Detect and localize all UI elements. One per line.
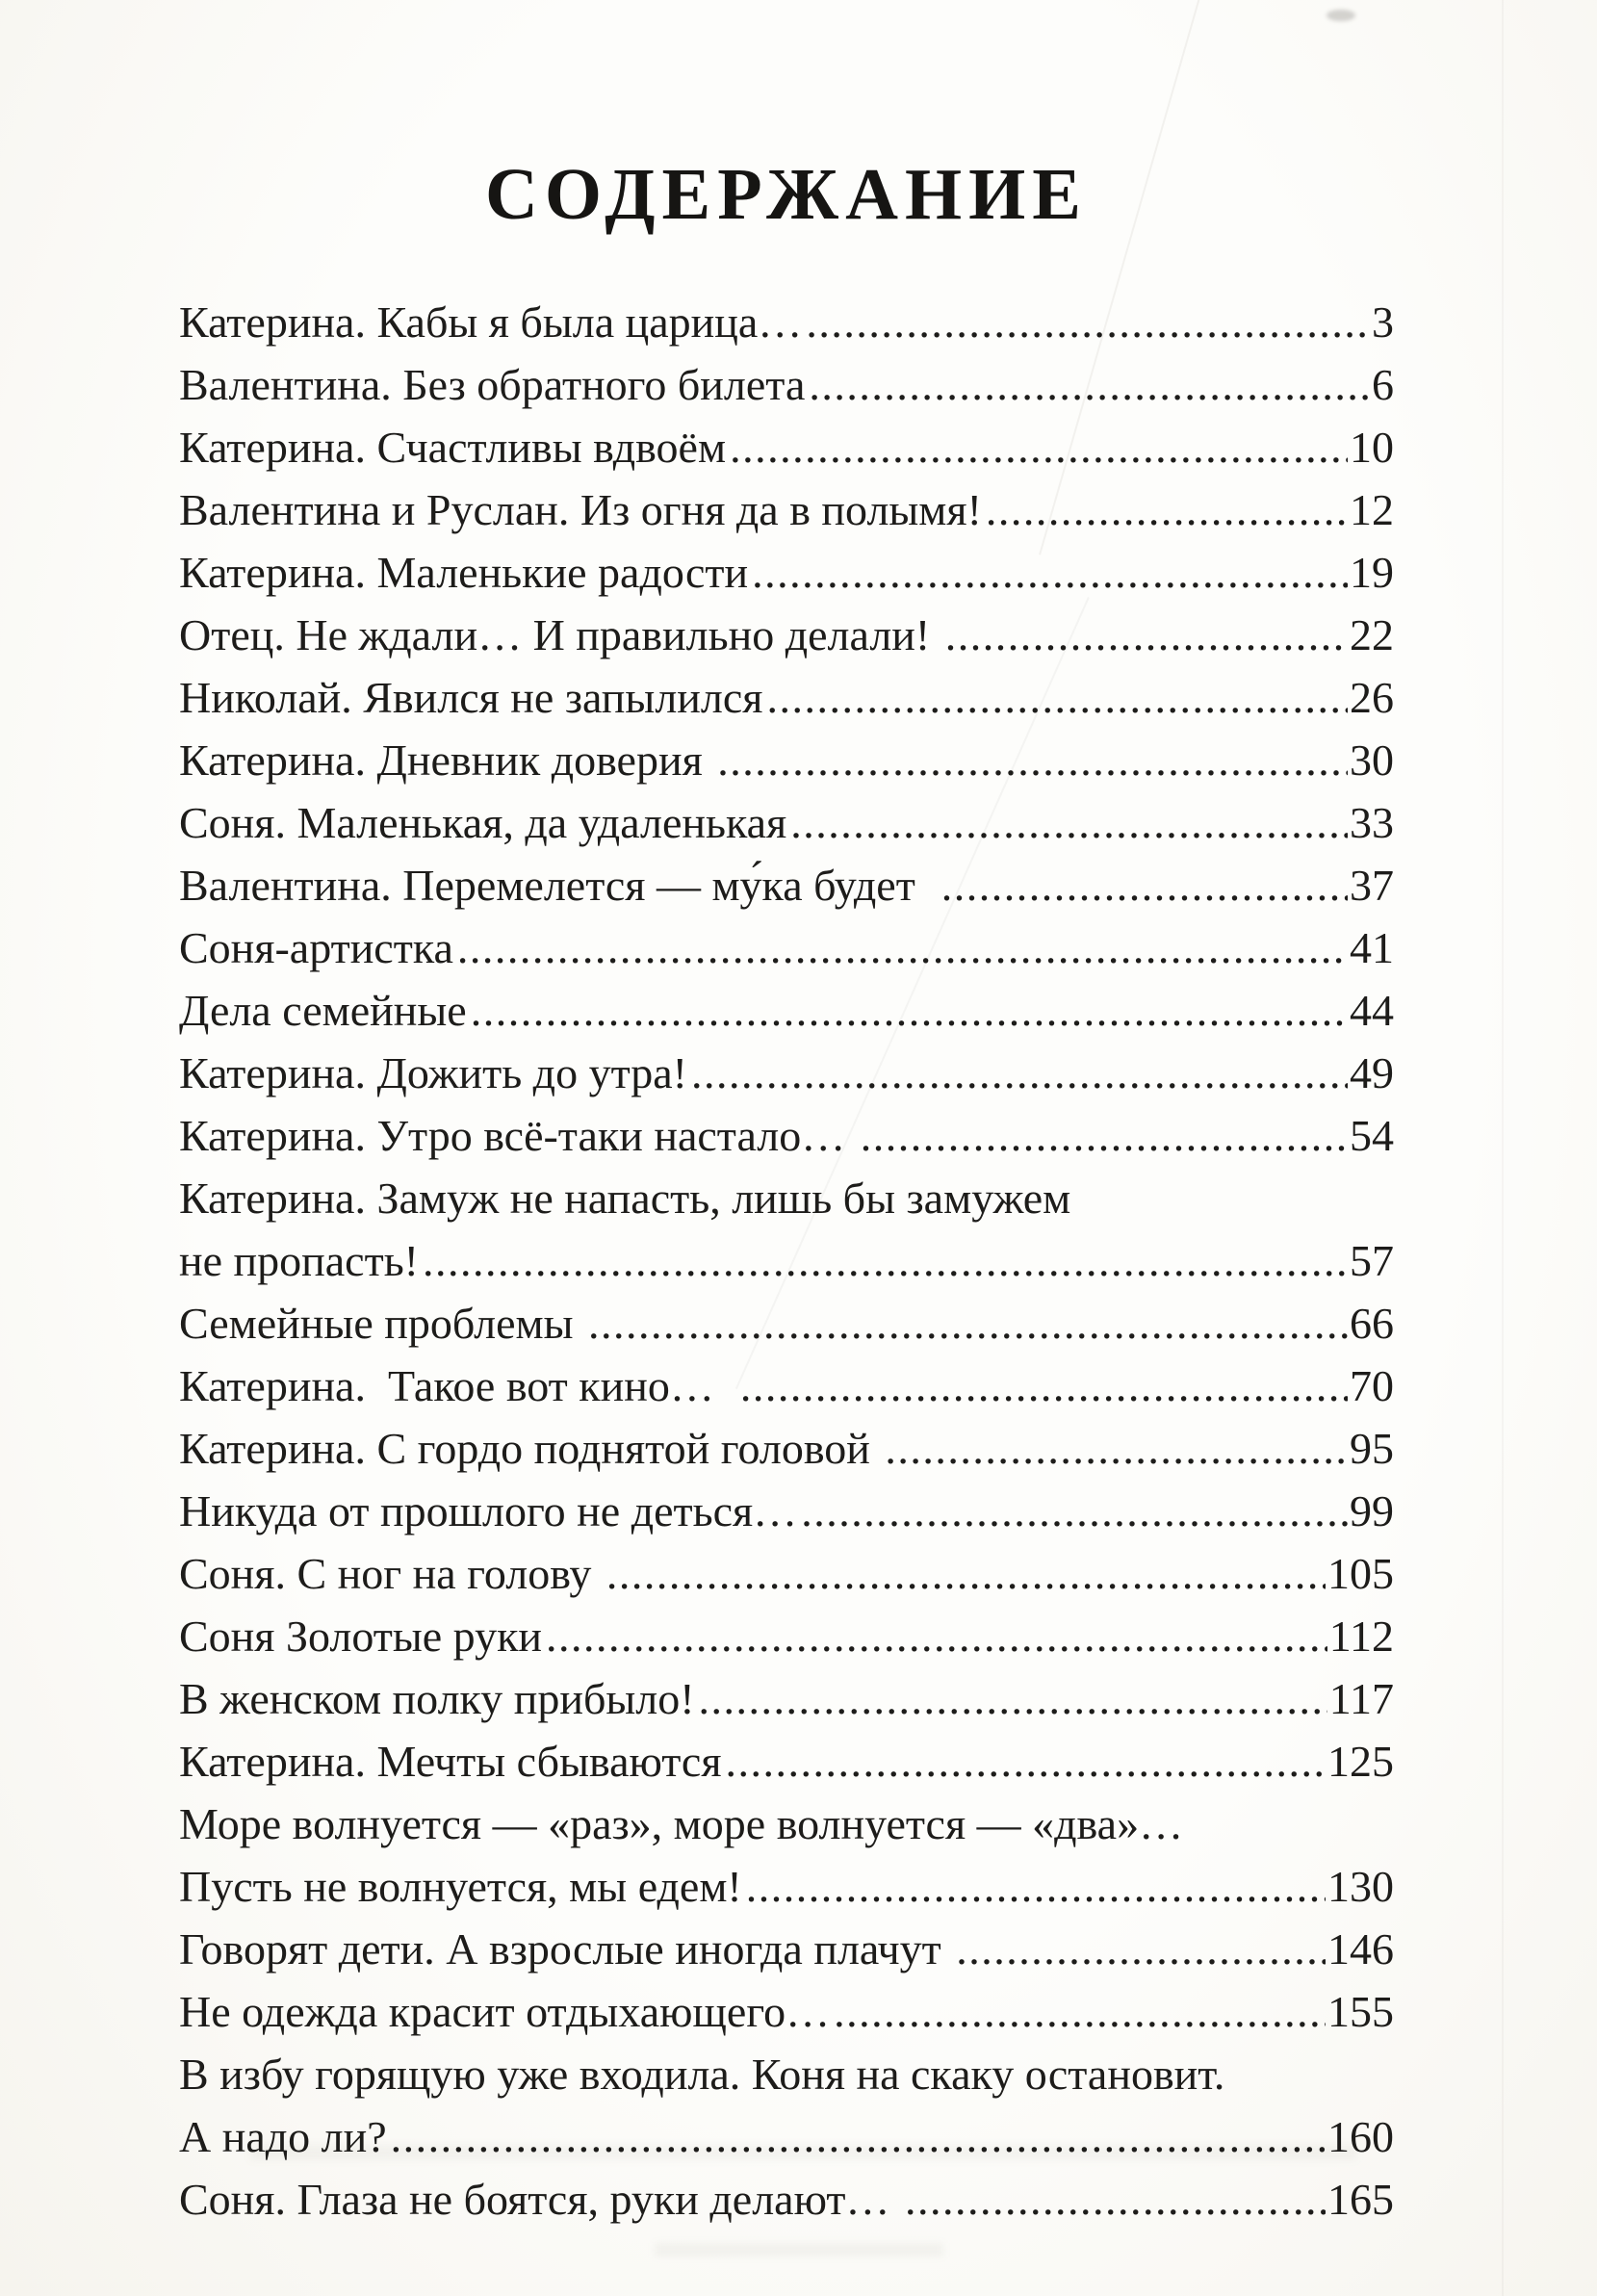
- toc-entry-text: Соня. Глаза не боятся, руки делают…: [179, 2175, 901, 2224]
- toc-entry-text: Катерина. Замуж не напасть, лишь бы замужем: [179, 1174, 1071, 1223]
- dot-leader: [941, 854, 1348, 916]
- toc-entry-text: Катерина. Утро всё-таки настало…: [179, 1111, 857, 1160]
- page-number: 160: [1327, 2112, 1394, 2161]
- toc-entry: [179, 1042, 1394, 1104]
- toc-entry-text: не пропасть!: [179, 1236, 420, 1285]
- page-number: 57: [1350, 1236, 1394, 1285]
- dot-leader: [471, 979, 1348, 1042]
- toc-entry-text: Говорят дети. А взрослые иногда плачут: [179, 1924, 953, 1974]
- page-number: 37: [1350, 861, 1394, 910]
- dot-leader: [956, 1918, 1326, 1980]
- toc-entry-text: Валентина и Руслан. Из огня да в полымя!: [179, 485, 982, 534]
- toc-entry: [179, 2105, 1394, 2168]
- toc-entry-text: Катерина. Дожить до утра!: [179, 1048, 687, 1097]
- toc-entry: [179, 666, 1394, 729]
- toc-entry: [179, 1918, 1394, 1980]
- dot-leader: [717, 729, 1348, 791]
- toc-entry-text: Катерина. Такое вот кино…: [179, 1361, 736, 1410]
- page-number: 117: [1328, 1674, 1394, 1723]
- toc-entry-text: Море волнуется — «раз», море волнуется — «два»…: [179, 1799, 1184, 1848]
- dot-leader: [740, 1354, 1348, 1417]
- toc-entry: [179, 1480, 1394, 1542]
- toc-entry: [179, 1417, 1394, 1480]
- dot-leader: [423, 1229, 1348, 1292]
- page-number: 146: [1327, 1924, 1394, 1974]
- toc-entry: [179, 1793, 1394, 1855]
- toc-entry: [179, 979, 1394, 1042]
- toc-entry: [179, 1167, 1394, 1229]
- page-number: 95: [1350, 1424, 1394, 1473]
- toc-entry-text: Валентина. Перемелется — му́ка будет: [179, 861, 938, 910]
- toc-entry: [179, 1980, 1394, 2043]
- page-number: 26: [1350, 673, 1394, 722]
- toc-entry: [179, 854, 1394, 916]
- dot-leader: [546, 1605, 1327, 1667]
- toc-entry: [179, 416, 1394, 478]
- toc-entry-text: Катерина. Дневник доверия: [179, 735, 714, 785]
- toc-entry-text: Валентина. Без обратного билета: [179, 360, 806, 409]
- page-title: СОДЕРЖАНИЕ: [485, 154, 1088, 235]
- toc-entry-text: Катерина. Маленькие радости: [179, 548, 749, 597]
- dot-leader: [834, 1980, 1326, 2043]
- page-number: 54: [1350, 1111, 1394, 1160]
- dot-leader: [905, 2168, 1326, 2231]
- page-number: 44: [1350, 986, 1394, 1035]
- toc-entry: [179, 729, 1394, 791]
- toc-entry-text: Катерина. Кабы я была царица…: [179, 297, 803, 347]
- toc-entry-text: Катерина. Мечты сбываются: [179, 1737, 722, 1786]
- page-number: 105: [1327, 1549, 1394, 1598]
- page-number: 22: [1350, 610, 1394, 659]
- toc-entry: [179, 1542, 1394, 1605]
- page-number: 66: [1350, 1299, 1394, 1348]
- dot-leader: [752, 541, 1348, 604]
- toc-entry-text: Николай. Явился не запылился: [179, 673, 763, 722]
- dot-leader: [885, 1417, 1348, 1480]
- toc-entry-text: В женском полку прибыло!: [179, 1674, 695, 1723]
- page-number: 41: [1350, 923, 1394, 972]
- dot-leader: [457, 916, 1348, 979]
- page-number: 112: [1328, 1612, 1394, 1661]
- page-number: 130: [1327, 1862, 1394, 1911]
- page-number: 6: [1372, 360, 1394, 409]
- toc-list: [179, 291, 1394, 2231]
- toc-entry-text: Соня. С ног на голову: [179, 1549, 603, 1598]
- toc-entry: [179, 1354, 1394, 1417]
- toc-entry-text: А надо ли?: [179, 2112, 387, 2161]
- dot-leader: [746, 1855, 1326, 1918]
- page-number: 10: [1350, 423, 1394, 472]
- toc-entry: [179, 791, 1394, 854]
- toc-entry-text: Катерина. С гордо поднятой головой: [179, 1424, 882, 1473]
- toc-entry: [179, 916, 1394, 979]
- dot-leader: [606, 1542, 1326, 1605]
- toc-entry-text: Соня. Маленькая, да удаленькая: [179, 798, 787, 847]
- dot-leader: [766, 666, 1348, 729]
- toc-entry: [179, 604, 1394, 666]
- toc-entry: [179, 1229, 1394, 1292]
- page-number: 49: [1350, 1048, 1394, 1097]
- toc-entry: [179, 2168, 1394, 2231]
- dot-leader: [790, 791, 1348, 854]
- toc-entry: [179, 1104, 1394, 1167]
- page-number: 99: [1350, 1486, 1394, 1535]
- page-number: 3: [1372, 297, 1394, 347]
- scan-crease: [1502, 0, 1504, 2296]
- toc-entry-text: В избу горящую уже входила. Коня на скаку остановит.: [179, 2050, 1225, 2099]
- dot-leader: [809, 353, 1370, 416]
- dot-leader: [806, 291, 1370, 353]
- page-number: 125: [1327, 1737, 1394, 1786]
- page-number: 70: [1350, 1361, 1394, 1410]
- toc-entry-text: Отец. Не ждали… И правильно делали!: [179, 610, 941, 659]
- toc-entry-text: Не одежда красит отдыхающего…: [179, 1987, 831, 2036]
- toc-entry-text: Семейные проблемы: [179, 1299, 585, 1348]
- dot-leader: [945, 604, 1348, 666]
- toc-entry-text: Катерина. Счастливы вдвоём: [179, 423, 727, 472]
- toc-entry: [179, 291, 1394, 353]
- dot-leader: [691, 1042, 1348, 1104]
- toc-entry-text: Соня Золотые руки: [179, 1612, 543, 1661]
- toc-entry: [179, 1605, 1394, 1667]
- page-number: 33: [1350, 798, 1394, 847]
- dot-leader: [588, 1292, 1348, 1354]
- toc-page-content: [179, 0, 1394, 2231]
- dot-leader: [861, 1104, 1348, 1167]
- toc-entry: [179, 1855, 1394, 1918]
- toc-entry-text: Пусть не волнуется, мы едем!: [179, 1862, 742, 1911]
- toc-entry-text: Дела семейные: [179, 986, 467, 1035]
- toc-entry: [179, 541, 1394, 604]
- toc-entry: [179, 353, 1394, 416]
- dot-leader: [699, 1667, 1327, 1730]
- page-number: 30: [1350, 735, 1394, 785]
- dot-leader: [986, 478, 1348, 541]
- toc-entry-text: Соня-артистка: [179, 923, 453, 972]
- page-number: 12: [1350, 485, 1394, 534]
- dot-leader: [730, 416, 1348, 478]
- page-number: 165: [1327, 2175, 1394, 2224]
- toc-entry: [179, 478, 1394, 541]
- toc-entry: [179, 1292, 1394, 1354]
- dot-leader: [391, 2105, 1326, 2168]
- toc-entry: [179, 1667, 1394, 1730]
- toc-entry-text: Никуда от прошлого не деться…: [179, 1486, 798, 1535]
- page-number: 155: [1327, 1987, 1394, 2036]
- dot-leader: [726, 1730, 1327, 1793]
- toc-entry: [179, 2043, 1394, 2105]
- dot-leader: [801, 1480, 1348, 1542]
- ink-bleed-artifact: [655, 2243, 943, 2257]
- toc-entry: [179, 1730, 1394, 1793]
- page-number: 19: [1350, 548, 1394, 597]
